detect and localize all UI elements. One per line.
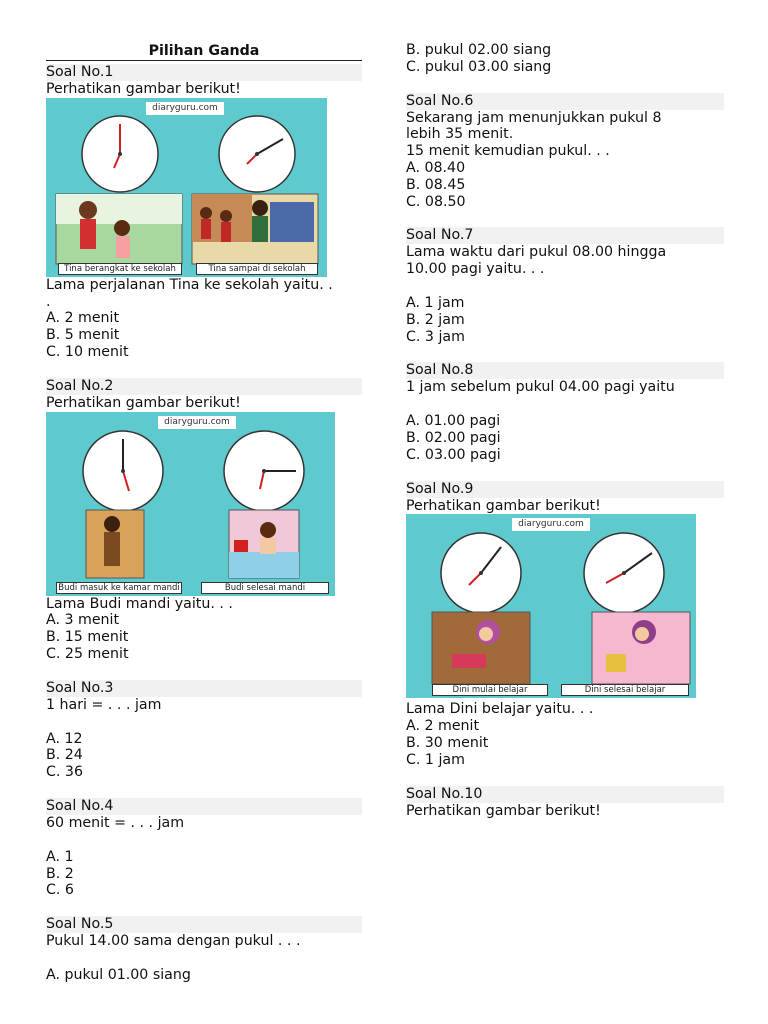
soal-6-option-c: C. 08.50 bbox=[406, 193, 466, 210]
soal-9-option-c: C. 1 jam bbox=[406, 751, 465, 768]
soal-2-illustration bbox=[46, 412, 335, 596]
soal-9-figure bbox=[406, 514, 696, 698]
soal-1-head: Soal No.1 bbox=[46, 64, 362, 81]
soal-6-option-b: B. 08.45 bbox=[406, 176, 466, 193]
soal-2-head: Soal No.2 bbox=[46, 378, 362, 395]
soal-10-head: Soal No.10 bbox=[406, 786, 724, 803]
soal-9-option-a: A. 2 menit bbox=[406, 718, 480, 735]
clock-icon bbox=[219, 116, 295, 192]
site-label: diaryguru.com bbox=[512, 518, 590, 531]
soal-10-prompt: Perhatikan gambar berikut! bbox=[406, 802, 601, 819]
soal-7-question-1: Lama waktu dari pukul 08.00 hingga bbox=[406, 244, 667, 261]
soal-8-option-b: B. 02.00 pagi bbox=[406, 429, 501, 446]
soal-8-question: 1 jam sebelum pukul 04.00 pagi yaitu bbox=[406, 379, 675, 396]
soal-9-option-b: B. 30 menit bbox=[406, 734, 489, 751]
soal-1-caption-right: Tina sampai di sekolah bbox=[196, 263, 318, 275]
soal-5-option-a: A. pukul 01.00 siang bbox=[46, 966, 191, 983]
clock-icon bbox=[584, 533, 664, 613]
soal-2-figure bbox=[46, 412, 335, 596]
soal-1-illustration bbox=[46, 98, 327, 277]
soal-7-question-2: 10.00 pagi yaitu. . . bbox=[406, 261, 545, 278]
soal-4-head: Soal No.4 bbox=[46, 798, 362, 815]
soal-4-option-c: C. 6 bbox=[46, 882, 74, 899]
soal-1-caption-left: Tina berangkat ke sekolah bbox=[58, 263, 182, 275]
soal-8-option-a: A. 01.00 pagi bbox=[406, 413, 501, 430]
soal-3-question: 1 hari = . . . jam bbox=[46, 696, 162, 713]
soal-3-option-c: C. 36 bbox=[46, 764, 83, 781]
soal-1-option-c: C. 10 menit bbox=[46, 343, 129, 360]
soal-1-figure bbox=[46, 98, 327, 277]
clock-icon bbox=[82, 116, 158, 192]
soal-4-option-a: A. 1 bbox=[46, 848, 74, 865]
soal-9-question: Lama Dini belajar yaitu. . . bbox=[406, 701, 594, 718]
soal-4-option-b: B. 2 bbox=[46, 865, 74, 882]
soal-1-question-cont: . bbox=[46, 293, 51, 310]
soal-7-option-b: B. 2 jam bbox=[406, 311, 465, 328]
soal-2-caption-left: Budi masuk ke kamar mandi bbox=[56, 582, 182, 594]
site-label: diaryguru.com bbox=[146, 102, 224, 115]
soal-5-head: Soal No.5 bbox=[46, 916, 362, 933]
soal-6-option-a: A. 08.40 bbox=[406, 159, 466, 176]
soal-3-option-a: A. 12 bbox=[46, 730, 83, 747]
soal-4-question: 60 menit = . . . jam bbox=[46, 814, 185, 831]
soal-9-caption-right: Dini selesai belajar bbox=[561, 684, 689, 696]
site-label: diaryguru.com bbox=[158, 416, 236, 429]
soal-6-question-3: 15 menit kemudian pukul. . . bbox=[406, 143, 610, 160]
page-heading: Pilihan Ganda bbox=[46, 42, 362, 61]
soal-3-option-b: B. 24 bbox=[46, 747, 83, 764]
right-column bbox=[406, 42, 724, 819]
soal-9-caption-left: Dini mulai belajar bbox=[432, 684, 548, 696]
soal-7-option-a: A. 1 jam bbox=[406, 294, 465, 311]
soal-5-option-c: C. pukul 03.00 siang bbox=[406, 58, 552, 75]
soal-2-caption-right: Budi selesai mandi bbox=[201, 582, 329, 594]
soal-5-question: Pukul 14.00 sama dengan pukul . . . bbox=[46, 933, 301, 950]
soal-2-question: Lama Budi mandi yaitu. . . bbox=[46, 595, 233, 612]
soal-1-question: Lama perjalanan Tina ke sekolah yaitu. . bbox=[46, 276, 333, 293]
soal-9-head: Soal No.9 bbox=[406, 481, 724, 498]
soal-9-prompt: Perhatikan gambar berikut! bbox=[406, 497, 601, 514]
soal-2-option-b: B. 15 menit bbox=[46, 629, 129, 646]
clock-icon bbox=[83, 431, 163, 511]
clock-icon bbox=[441, 533, 521, 613]
soal-2-prompt: Perhatikan gambar berikut! bbox=[46, 394, 241, 411]
soal-6-head: Soal No.6 bbox=[406, 93, 724, 110]
soal-1-option-a: A. 2 menit bbox=[46, 310, 120, 327]
soal-2-option-c: C. 25 menit bbox=[46, 645, 129, 662]
clock-icon bbox=[224, 431, 304, 511]
soal-5-option-b: B. pukul 02.00 siang bbox=[406, 42, 552, 58]
soal-7-head: Soal No.7 bbox=[406, 227, 724, 244]
soal-7-option-c: C. 3 jam bbox=[406, 328, 465, 345]
soal-9-illustration bbox=[406, 514, 696, 698]
soal-3-head: Soal No.3 bbox=[46, 680, 362, 697]
soal-1-option-b: B. 5 menit bbox=[46, 327, 120, 344]
soal-8-option-c: C. 03.00 pagi bbox=[406, 446, 501, 463]
soal-2-option-a: A. 3 menit bbox=[46, 612, 120, 629]
soal-6-question-2: lebih 35 menit. bbox=[406, 126, 514, 143]
left-column bbox=[46, 42, 362, 984]
soal-6-question-1: Sekarang jam menunjukkan pukul 8 bbox=[406, 109, 662, 126]
soal-1-prompt: Perhatikan gambar berikut! bbox=[46, 81, 241, 97]
soal-8-head: Soal No.8 bbox=[406, 362, 724, 379]
